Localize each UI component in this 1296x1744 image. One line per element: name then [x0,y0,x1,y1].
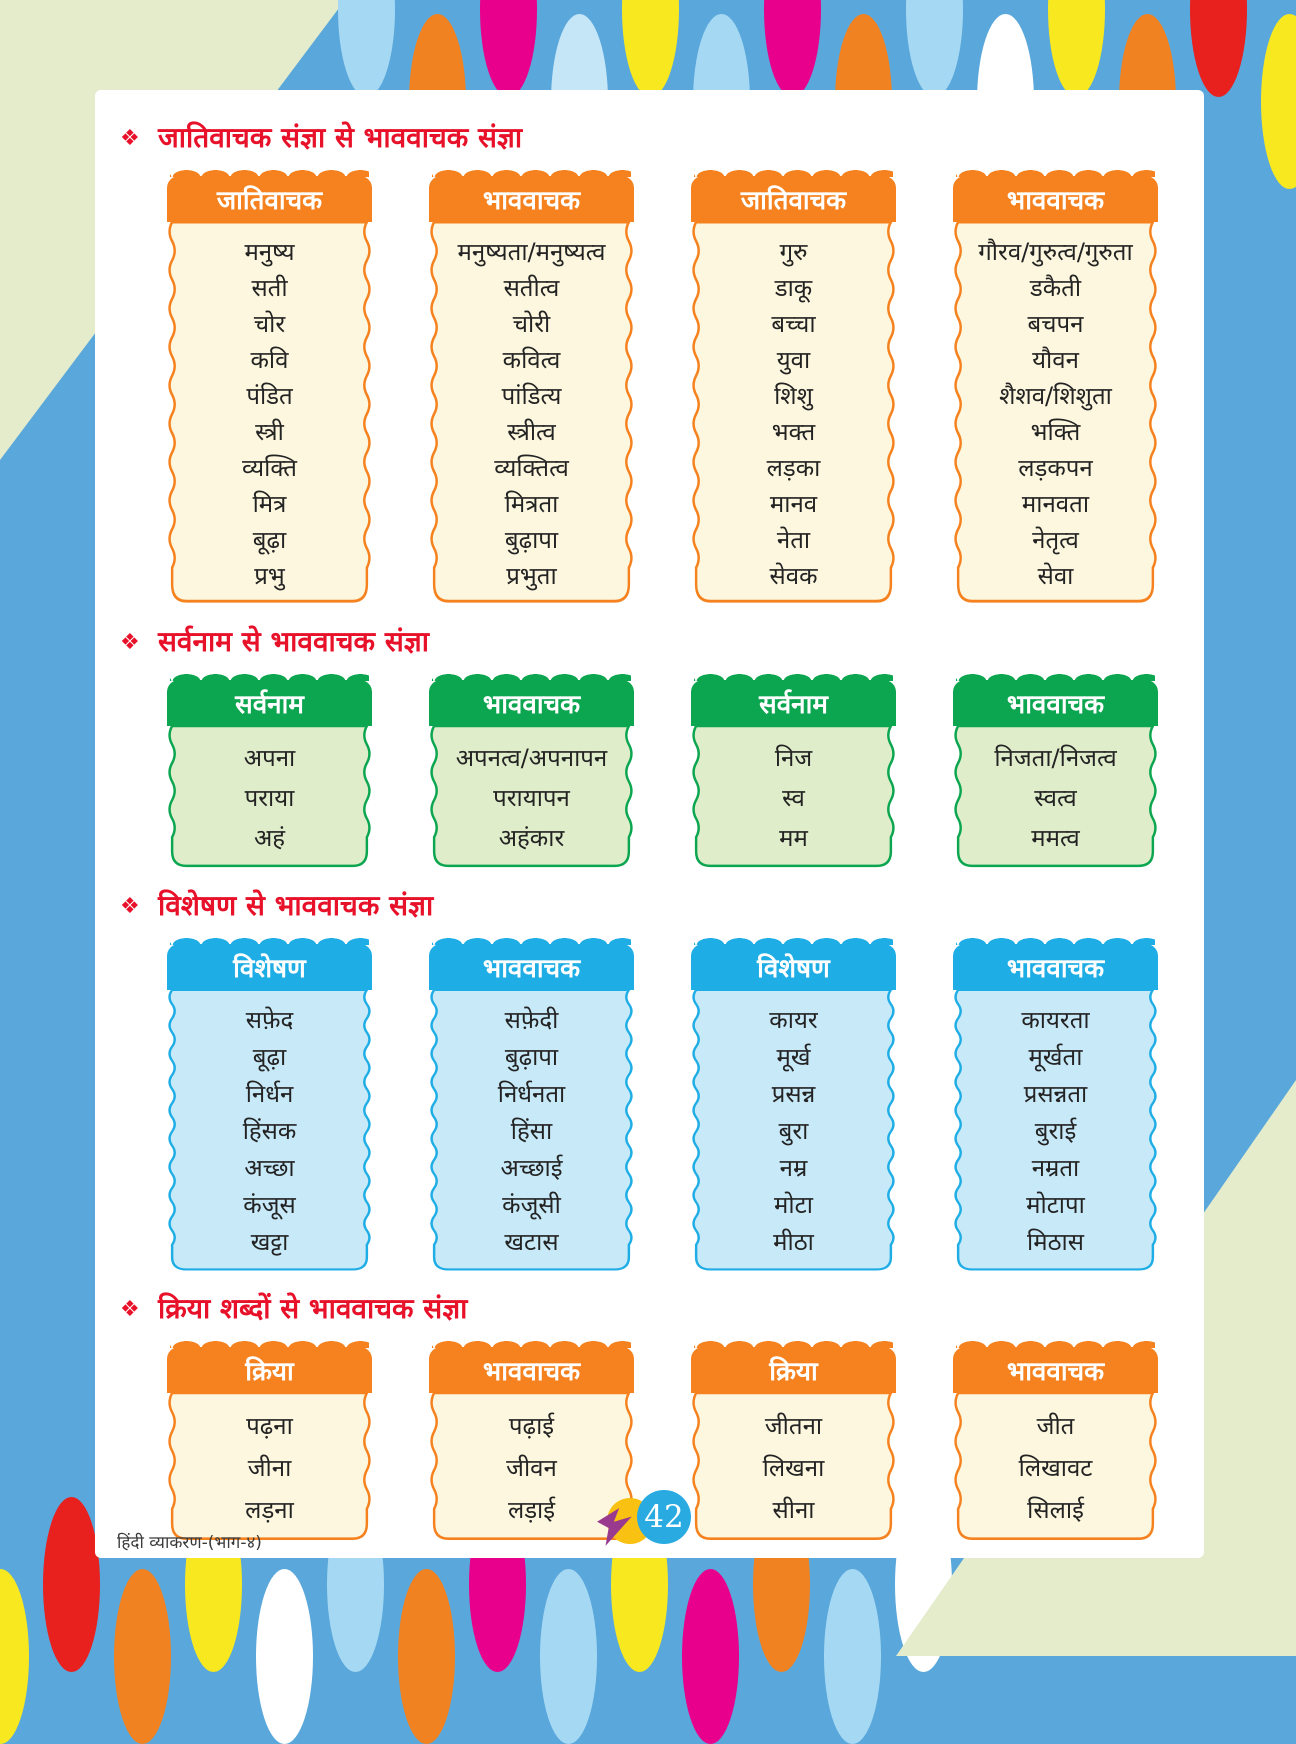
column-body [691,1393,896,1543]
column-header-label: विशेषण [757,954,830,984]
column-header [953,1347,1158,1393]
word: सती [251,274,288,302]
section-heading [120,625,1156,658]
word: प्रसन्नता [1023,1080,1088,1108]
word: परायापन [493,784,570,812]
word: सतीत्व [503,274,560,302]
column-header-label: भाववाचक [482,186,581,216]
word: नम्रता [1031,1154,1080,1182]
word: कायरता [1021,1006,1090,1034]
word: जीतना [764,1412,823,1440]
word: कंजूसी [502,1191,561,1219]
decorative-oval [1048,0,1105,97]
word: शैशव/शिशुता [999,382,1112,410]
word: जीवन [506,1454,557,1482]
column-header [429,680,634,726]
word: बुराई [1034,1117,1077,1145]
diamond-bullet-icon: ❖ [120,125,140,151]
word-list [429,726,634,870]
decorative-oval [480,0,537,97]
word: अहंकार [498,824,565,852]
word: चोरी [512,310,551,338]
bottom-border-ovals [0,1569,952,1744]
word-list [167,726,372,870]
decorative-oval [1261,14,1296,189]
word: मनुष्य [244,238,295,266]
decorative-oval [398,1569,455,1744]
pronoun-table [167,672,1156,870]
word: पढ़ाई [508,1412,555,1440]
word-list [953,726,1158,870]
column-header-label: सर्वनाम [235,690,304,720]
table-column [691,672,896,870]
column-header [167,944,372,990]
column-body [429,222,634,606]
column-header-label: भाववाचक [1006,186,1105,216]
word: मित्र [252,490,287,518]
column-header-label: विशेषण [233,954,306,984]
column-header [691,1347,896,1393]
decorative-oval [114,1569,171,1744]
decorative-oval [43,1497,100,1672]
book-title-footer: हिंदी व्याकरण-(भाग-४) [117,1533,262,1553]
section-heading [120,889,1156,922]
column-body [691,222,896,606]
column-body [167,990,372,1273]
column-header [429,944,634,990]
word: मानव [769,490,818,518]
column-body [429,990,634,1273]
word: लड़ाई [507,1496,556,1524]
word: अच्छाई [500,1154,563,1182]
word: गौरव/गुरुत्व/गुरुता [978,238,1133,266]
column-header [167,680,372,726]
word: मिठास [1027,1228,1084,1256]
column-body [167,1393,372,1543]
word: बुढ़ापा [504,526,559,554]
word: लिखावट [1018,1454,1093,1482]
noun-table [167,168,1156,606]
diamond-bullet-icon: ❖ [120,893,140,919]
word: शिशु [774,382,813,410]
word: पढ़ना [246,1412,293,1440]
page-number: 42 [637,1490,691,1544]
column-header [953,176,1158,222]
word: कंजूस [243,1191,296,1219]
column-header [691,944,896,990]
column-header [167,1347,372,1393]
word: बचपन [1027,310,1084,338]
table-column [429,936,634,1273]
decorative-oval [906,0,963,97]
column-header [429,176,634,222]
section-title: जातिवाचक संज्ञा से भाववाचक संज्ञा [158,121,523,154]
word: अपनत्व/अपनापन [455,744,608,772]
word-list [167,1393,372,1543]
column-header-label: जातिवाचक [216,186,323,216]
column-header [167,176,372,222]
table-column [953,936,1158,1273]
word: गुरु [779,238,808,266]
word: मानवता [1021,490,1090,518]
word: सेवक [769,562,818,590]
word: चोर [253,310,286,338]
section-title: विशेषण से भाववाचक संज्ञा [158,889,434,922]
word-list [691,726,896,870]
word: अच्छा [244,1154,295,1182]
word: सिलाई [1027,1496,1084,1524]
word-list [691,222,896,606]
word: हिंसक [242,1117,297,1145]
adjective-table [167,936,1156,1273]
word: प्रसन्न [771,1080,816,1108]
word: निज [774,744,813,772]
word: स्त्री [255,418,284,446]
word: स्वत्व [1034,784,1077,812]
column-body [167,222,372,606]
word: ममत्व [1031,824,1080,852]
table-column [691,1339,896,1543]
diamond-bullet-icon: ❖ [120,629,140,655]
column-header-label: भाववाचक [1006,954,1105,984]
column-header-label: जातिवाचक [740,186,847,216]
table-column [167,1339,372,1543]
section-heading [120,1292,1156,1325]
word: खट्टा [250,1228,289,1256]
word: निर्धनता [497,1080,566,1108]
word: मूर्ख [776,1043,811,1071]
word-list [953,990,1158,1273]
word: प्रभुता [506,562,557,590]
column-header-label: भाववाचक [1006,1357,1105,1387]
column-header [953,680,1158,726]
table-column [953,672,1158,870]
column-header-label: भाववाचक [1006,690,1105,720]
word: डाकू [774,274,813,302]
word: मूर्खता [1028,1043,1083,1071]
word: डकैती [1029,274,1082,302]
word: नेतृत्व [1032,526,1079,554]
word: अहं [253,824,286,852]
word: सफ़ेद [245,1006,294,1034]
word: स्त्रीत्व [507,418,556,446]
column-body [953,726,1158,870]
word: लड़का [766,454,821,482]
word: लिखना [762,1454,825,1482]
word: व्यक्तित्व [494,454,569,482]
word: यौवन [1032,346,1079,374]
word: प्रभु [254,562,285,590]
word: भक्ति [1030,418,1081,446]
column-header [691,176,896,222]
word: पराया [244,784,295,812]
word: लड़कपन [1018,454,1093,482]
decorative-oval [1190,0,1247,97]
section-heading [120,121,1156,154]
decorative-oval [682,1569,739,1744]
decorative-oval [256,1569,313,1744]
table-column [429,672,634,870]
column-body [953,222,1158,606]
word: बुढ़ापा [504,1043,559,1071]
decorative-oval [0,1569,29,1744]
column-header [429,1347,634,1393]
section-title: सर्वनाम से भाववाचक संज्ञा [158,625,429,658]
table-column [167,672,372,870]
word: जीना [247,1454,292,1482]
word: स्व [782,784,805,812]
word: मम [779,824,808,852]
decorative-oval [824,1569,881,1744]
word: कवित्व [502,346,561,374]
column-header-label: क्रिया [769,1357,818,1387]
table-column [429,1339,634,1543]
column-header-label: भाववाचक [482,690,581,720]
word: बुरा [778,1117,809,1145]
column-body [691,990,896,1273]
column-body [953,990,1158,1273]
table-column [953,168,1158,606]
word: हिंसा [510,1117,553,1145]
decorative-oval [764,0,821,97]
word: कायर [769,1006,818,1034]
word-list [167,990,372,1273]
word-list [953,1393,1158,1543]
table-column [691,168,896,606]
word: मीठा [773,1228,814,1256]
word: भक्त [771,418,816,446]
word: बच्चा [771,310,816,338]
word-list [691,1393,896,1543]
column-header [953,944,1158,990]
word-list [429,222,634,606]
column-header-label: भाववाचक [482,954,581,984]
word: पंडित [246,382,293,410]
word: व्यक्ति [242,454,297,482]
word: निजता/निजत्व [994,744,1117,772]
word: मित्रता [504,490,559,518]
word: मोटापा [1026,1191,1085,1219]
column-header [691,680,896,726]
word: युवा [776,346,811,374]
column-header-label: भाववाचक [482,1357,581,1387]
table-column [429,168,634,606]
top-border-ovals [338,0,1296,97]
word: जीत [1036,1412,1075,1440]
column-body [691,726,896,870]
word-list [429,1393,634,1543]
word: बूढ़ा [252,1043,287,1071]
column-body [167,726,372,870]
column-header-label: क्रिया [245,1357,294,1387]
table-column [167,936,372,1273]
word: नेता [776,526,811,554]
word: खटास [504,1228,559,1256]
word: नम्र [779,1154,808,1182]
word: अपना [243,744,296,772]
decorative-oval [622,0,679,97]
page-panel [95,90,1204,1558]
table-column [953,1339,1158,1543]
word: मोटा [774,1191,813,1219]
column-body [429,1393,634,1543]
table-column [691,936,896,1273]
table-column [167,168,372,606]
decorative-oval [338,0,395,97]
column-header-label: सर्वनाम [759,690,828,720]
column-body [429,726,634,870]
word: सीना [772,1496,815,1524]
word-list [691,990,896,1273]
word: मनुष्यता/मनुष्यत्व [457,238,606,266]
word: सेवा [1037,562,1074,590]
word: पांडित्य [501,382,562,410]
decorative-oval [540,1569,597,1744]
diamond-bullet-icon: ❖ [120,1296,140,1322]
word-list [953,222,1158,606]
section-title: क्रिया शब्दों से भाववाचक संज्ञा [158,1292,468,1325]
word: निर्धन [245,1080,294,1108]
word: सफ़ेदी [504,1006,559,1034]
word: बूढ़ा [252,526,287,554]
word: लड़ना [245,1496,294,1524]
word-list [167,222,372,606]
word: कवि [250,346,289,374]
word-list [429,990,634,1273]
column-body [953,1393,1158,1543]
